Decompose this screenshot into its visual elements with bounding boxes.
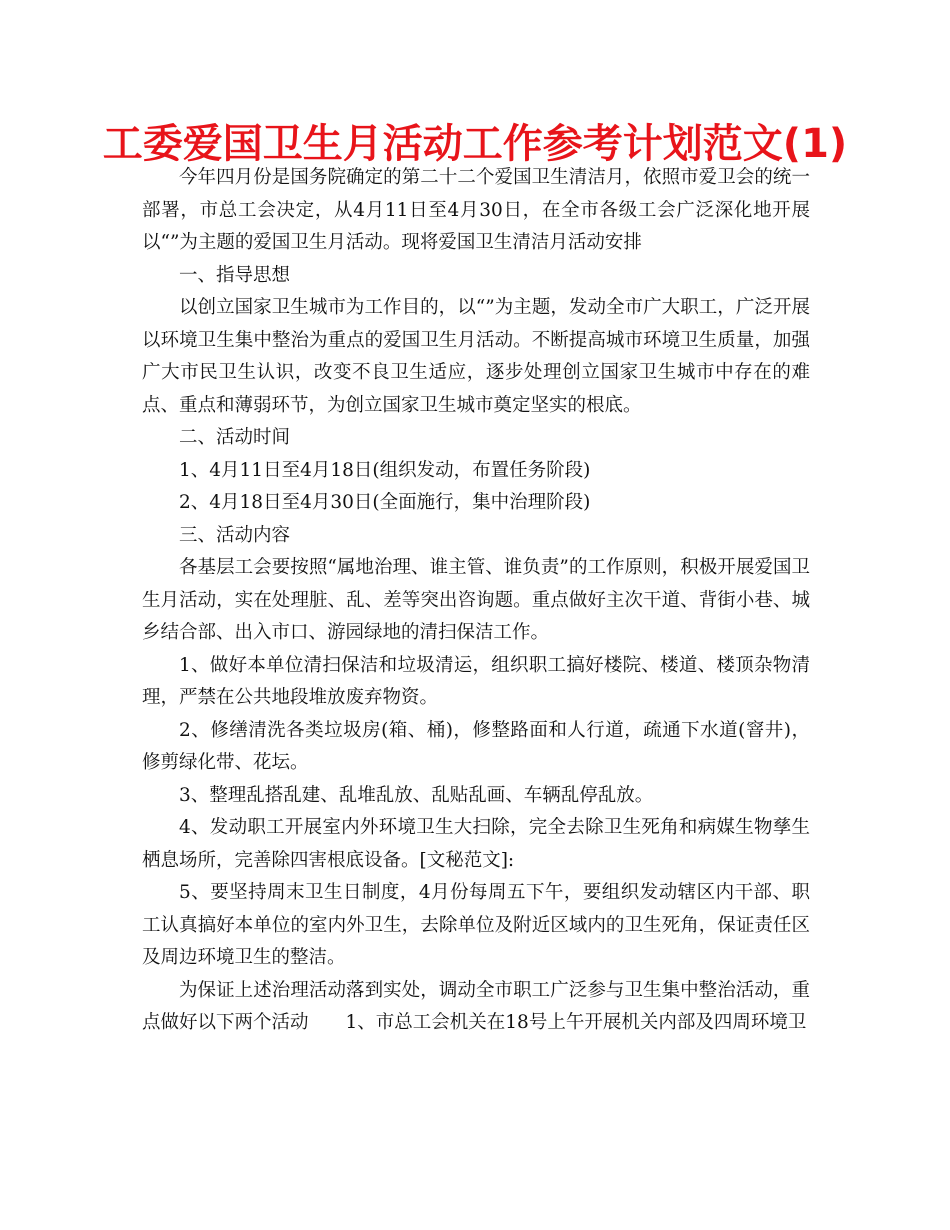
paragraph-guiding-thought: 以创立国家卫生城市为工作目的，以“”为主题，发动全市广大职工，广泛开展以环境卫生集中整治为重点的爱国卫生月活动。不断提高城市环境卫生质量，加强广大市民卫生认识，改变不良卫生适应，逐步处理创立国家卫生城市中存在的难点、重点和薄弱环节，为创立国家卫生城市奠定坚实的根底。 bbox=[142, 297, 810, 416]
list-item-time-1: 1、4月11日至4月18日(组织发动，布置任务阶段) bbox=[179, 459, 591, 481]
section-heading-activity-time: 二、活动时间 bbox=[179, 427, 291, 448]
list-item-time-2: 2、4月18日至4月30日(全面施行，集中治理阶段) bbox=[179, 492, 591, 513]
section-heading-activity-content: 三、活动内容 bbox=[179, 524, 291, 546]
list-item-content-5: 5、要坚持周末卫生日制度，4月份每周五下午，要组织发动辖区内干部、职工认真搞好本单位的室内外卫生，去除单位及附近区域内的卫生死角，保证责任区及周边环境卫生的整洁。 bbox=[142, 882, 810, 968]
list-item-content-4: 4、发动职工开展室内外环境卫生大扫除，完全去除卫生死角和病媒生物孳生栖息场所，完善除四害根底设备。[文秘范文]: bbox=[142, 817, 810, 871]
paragraph-intro: 今年四月份是国务院确定的第二十二个爱国卫生清洁月，依照市爱卫会的统一部署，市总工会决定，从4月11日至4月30日，在全市各级工会广泛深化地开展以“”为主题的爱国卫生月活动。现将爱国卫生清洁月活动安排 bbox=[142, 167, 810, 253]
document-title: 工委爱国卫生月活动工作参考计划范文(1) bbox=[102, 121, 848, 167]
list-item-content-3: 3、整理乱搭乱建、乱堆乱放、乱贴乱画、车辆乱停乱放。 bbox=[179, 784, 654, 806]
paragraph-activity-content: 各基层工会要按照“属地治理、谁主管、谁负责”的工作原则，积极开展爱国卫生月活动，实在处理脏、乱、差等突出咨询题。重点做好主次干道、背街小巷、城乡结合部、出入市口、游园绿地的清扫保洁工作。 bbox=[142, 557, 810, 643]
document-body bbox=[142, 162, 810, 1040]
list-item-content-1: 1、做好本单位清扫保洁和垃圾清运，组织职工搞好楼院、楼道、楼顶杂物清理，严禁在公共地段堆放废弃物资。 bbox=[142, 654, 810, 708]
paragraph-closing: 为保证上述治理活动落到实处，调动全市职工广泛参与卫生集中整治活动，重点做好以下两个活动 1、市总工会机关在18号上午开展机关内部及四周环境卫 bbox=[142, 979, 810, 1033]
list-item-content-2: 2、修缮清洗各类垃圾房(箱、桶)，修整路面和人行道，疏通下水道(窨井)，修剪绿化带、花坛。 bbox=[142, 719, 810, 773]
section-heading-guiding-thought: 一、指导思想 bbox=[179, 264, 291, 286]
